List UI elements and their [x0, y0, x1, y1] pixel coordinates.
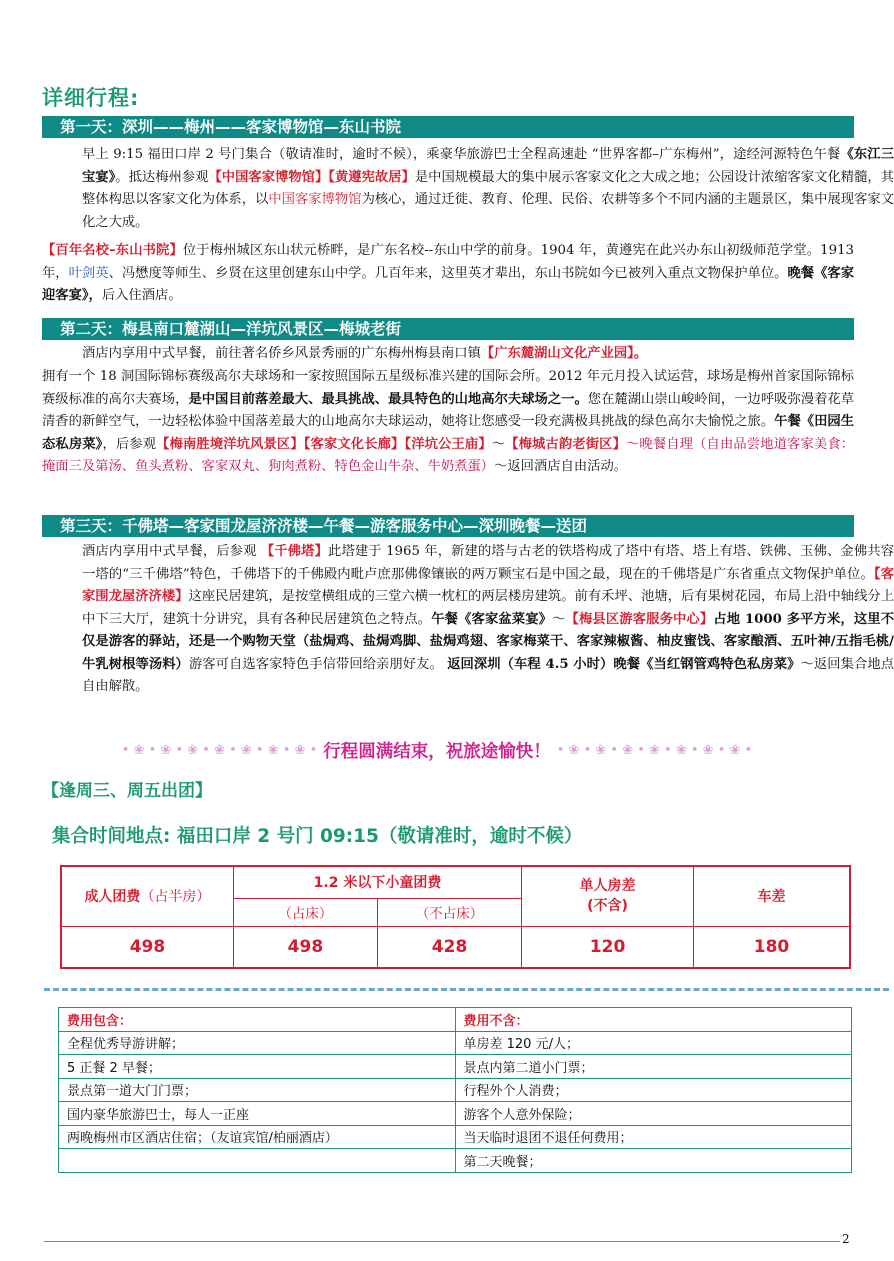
itinerary-title: 详细行程: — [42, 86, 140, 110]
text-segment: 叶剑英 — [68, 265, 109, 281]
day2-heading: 第二天：梅县南口麓湖山—洋坑风景区—梅城老街 — [42, 318, 854, 340]
day1-paragraph-2 — [42, 240, 854, 308]
fee-excluded-item: 景点内第二道小门票； — [455, 1055, 852, 1079]
meeting-point: 集合时间地点: 福田口岸 2 号门 09:15（敬请准时，逾时不候） — [52, 826, 583, 847]
child-bed-value: 498 — [233, 926, 377, 968]
text-segment: 位于梅州城区东山状元桥畔，是广东名校--东山中学的前身。1904 年，黄遵宪在此兴办东山初级师范学堂。1913 年， — [42, 243, 854, 281]
text-segment: 。抵达梅州参观 — [115, 169, 209, 185]
text-segment: ～返回酒店自由活动。 — [494, 459, 628, 474]
text-segment: 早上 9:15 福田口岸 2 号门集合（敬请准时，逾时不候），乘豪华旅游巴士全程高速赴 “世界客都–广东梅州”，途经河源特色午餐 — [82, 147, 841, 162]
text-segment: 中国客家博物馆 — [268, 192, 362, 207]
departure-schedule: 【逢周三、周五出团】 — [42, 781, 212, 801]
fees-included-header: 费用包含： — [59, 1008, 456, 1032]
day1-heading: 第一天：深圳——梅州——客家博物馆—东山书院 — [42, 116, 854, 138]
adult-fee-header: 成人团费（占半房） — [61, 866, 233, 926]
text-segment: 返回深圳（车程 4.5 小时）晚餐《当红钢管鸡特色私房菜》 — [447, 656, 801, 672]
flower-decoration-left: • ❀ • ❀ • ❀ • ❀ • ❀ • ❀ • ❀ • — [121, 742, 318, 758]
text-segment: 拥有一个 18 洞国际锦标赛级高尔夫球场和一家按照国际五星级标准兴建的国际会所。2012 年元月投入试运营，球场是梅州首家国际锦标赛级标准的高尔夫赛场， — [42, 369, 854, 407]
fee-excluded-item: 当天临时退团不退任何费用； — [455, 1125, 852, 1149]
car-diff-header: 车差 — [693, 866, 850, 926]
text-segment: 【千佛塔】 — [260, 544, 329, 559]
child-bed-header: （占床） — [233, 898, 377, 926]
child-nobed-header: （不占床） — [377, 898, 521, 926]
text-segment: 是中国规模最大的集中展示客家文化之大成之地；公园设计浓缩客家文化精髓，其整体构思以客家文化为体系，以 — [82, 169, 894, 207]
single-room-value: 120 — [522, 926, 694, 968]
text-segment: 【梅南胜境洋坑风景区】【客家文化长廊】【洋坑公王庙】 — [156, 436, 492, 452]
fee-included-item — [59, 1149, 456, 1173]
fee-included-item: 两晚梅州市区酒店住宿；（友谊宾馆/柏丽酒店） — [59, 1125, 456, 1149]
child-fee-header: 1.2 米以下小童团费 — [233, 866, 521, 898]
child-nobed-value: 428 — [377, 926, 521, 968]
text-segment: 为核心，通过迁徙、教育、伦理、民俗、农耕等多个不同内涵的主题景区，集中展现客家文化之大成。 — [82, 192, 894, 230]
text-segment: 这座民居建筑，是按堂横组成的三堂六横一枕杠的两层楼房建筑。前有禾坪、池塘，后有果树花园，布局上沿中轴线分上中下三大厅，建筑十分讲究，具有各种民居建筑色之特点。 — [82, 589, 894, 627]
fees-table — [58, 1007, 852, 1173]
text-segment: 【客家围龙屋济济楼】 — [82, 566, 894, 604]
fee-included-item: 国内豪华旅游巴士，每人一正座 — [59, 1102, 456, 1126]
fee-excluded-item: 游客个人意外保险； — [455, 1102, 852, 1126]
text-segment: 后入住酒店。 — [101, 288, 182, 303]
flower-decoration-right: • ❀ • ❀ • ❀ • ❀ • ❀ • ❀ • ❀ • — [556, 742, 753, 758]
text-segment: ～ — [552, 611, 566, 627]
fee-included-item: 全程优秀导游讲解； — [59, 1031, 456, 1055]
adult-fee-value: 498 — [61, 926, 233, 968]
fee-excluded-item: 单房差 120 元/人； — [455, 1031, 852, 1055]
fee-included-item: 景点第一道大门门票； — [59, 1078, 456, 1102]
car-diff-value: 180 — [693, 926, 850, 968]
footer-line — [44, 1241, 840, 1242]
text-segment: 占地 1000 多平方米，这里不仅是游客的驿站，还是一个购物天堂（盐焗鸡、盐焗鸡脚、盐焗鸡翅、客家梅菜干、客家辣椒酱、柚皮蜜饯、客家酿酒、五叶神/五指毛桃/牛乳树根等汤料） — [82, 611, 894, 672]
text-segment: ～返回集合地点自由解散。 — [82, 656, 894, 694]
text-segment: ～ — [491, 436, 506, 452]
text-segment: 是中国目前落差最大、最具挑战、最具特色的山地高尔夫球场之一。 — [188, 391, 588, 407]
text-segment: 【百年名校–东山书院】 — [42, 243, 183, 258]
text-segment: 午餐《田园生态私房菜》 — [42, 414, 855, 452]
text-segment: 《东江三宝宴》 — [82, 147, 894, 185]
day3-heading: 第三天：千佛塔—客家围龙屋济济楼—午餐—游客服务中心—深圳晚餐—送团 — [42, 515, 854, 537]
day2-paragraph-2 — [42, 366, 854, 479]
farewell-text: 行程圆满结束，祝旅途愉快！ — [323, 741, 551, 762]
farewell-banner — [42, 738, 832, 762]
fee-excluded-item: 第二天晚餐； — [455, 1149, 852, 1173]
fee-included-item: 5 正餐 2 早餐； — [59, 1055, 456, 1079]
text-segment: 午餐《客家盆菜宴》 — [431, 611, 553, 627]
text-segment: ～晚餐自理（自由品尝地道客家美食：掩面三及第汤、鱼头煮粉、客家双丸、狗肉煮粉、特色金山牛杂、牛奶煮蛋） — [42, 436, 855, 474]
text-segment: 【梅城古韵老街区】 — [505, 436, 626, 452]
text-segment: 此塔建于 1965 年，新建的塔与古老的铁塔构成了塔中有塔、塔上有塔、铁佛、玉佛、金佛共容一塔的“三千佛塔”特色，千佛塔下的千佛殿内毗卢庶那佛像镶嵌的两万颗宝石是中国之最，现在的千佛塔是广东省重点文物保护单位。 — [82, 544, 894, 582]
day1-paragraph-1 — [42, 144, 894, 234]
price-table — [60, 865, 851, 969]
single-room-header: 单人房差 (不含) — [522, 866, 694, 926]
text-segment: 【梅县区游客服务中心】 — [565, 611, 714, 627]
text-segment: 酒店内享用中式早餐，后参观 — [82, 544, 261, 559]
text-segment: 酒店内享用中式早餐，前往著名侨乡风景秀丽的广东梅州梅县南口镇 — [82, 346, 481, 361]
fee-excluded-item: 行程外个人消费； — [455, 1078, 852, 1102]
text-segment: ，后参观 — [102, 436, 157, 452]
text-segment: 【中国客家博物馆】【黄遵宪故居】 — [208, 169, 415, 185]
text-segment: 游客可自选客家特色手信带回给亲朋好友。 — [188, 656, 448, 672]
text-segment: 晚餐《客家迎客宴》， — [42, 265, 855, 303]
text-segment: 您在麓湖山崇山峻岭间，一边呼吸弥漫着花草清香的新鲜空气，一边轻松体验中国落差最大的山地高尔夫球运动，她将让您感受一段充满极具挑战的绿色高尔夫愉悦之旅。 — [42, 391, 855, 429]
text-segment: 【广东麓湖山文化产业园】。 — [480, 346, 648, 361]
dashed-divider — [44, 988, 889, 991]
page-number: 2 — [842, 1232, 850, 1246]
text-segment: 、冯懋度等师生、乡贤在这里创建东山中学。几百年来，这里英才辈出，东山书院如今已被列入重点文物保护单位。 — [108, 265, 788, 281]
day2-paragraph-1 — [42, 343, 894, 366]
day3-paragraph-1 — [42, 541, 894, 699]
fees-excluded-header: 费用不含： — [455, 1008, 852, 1032]
